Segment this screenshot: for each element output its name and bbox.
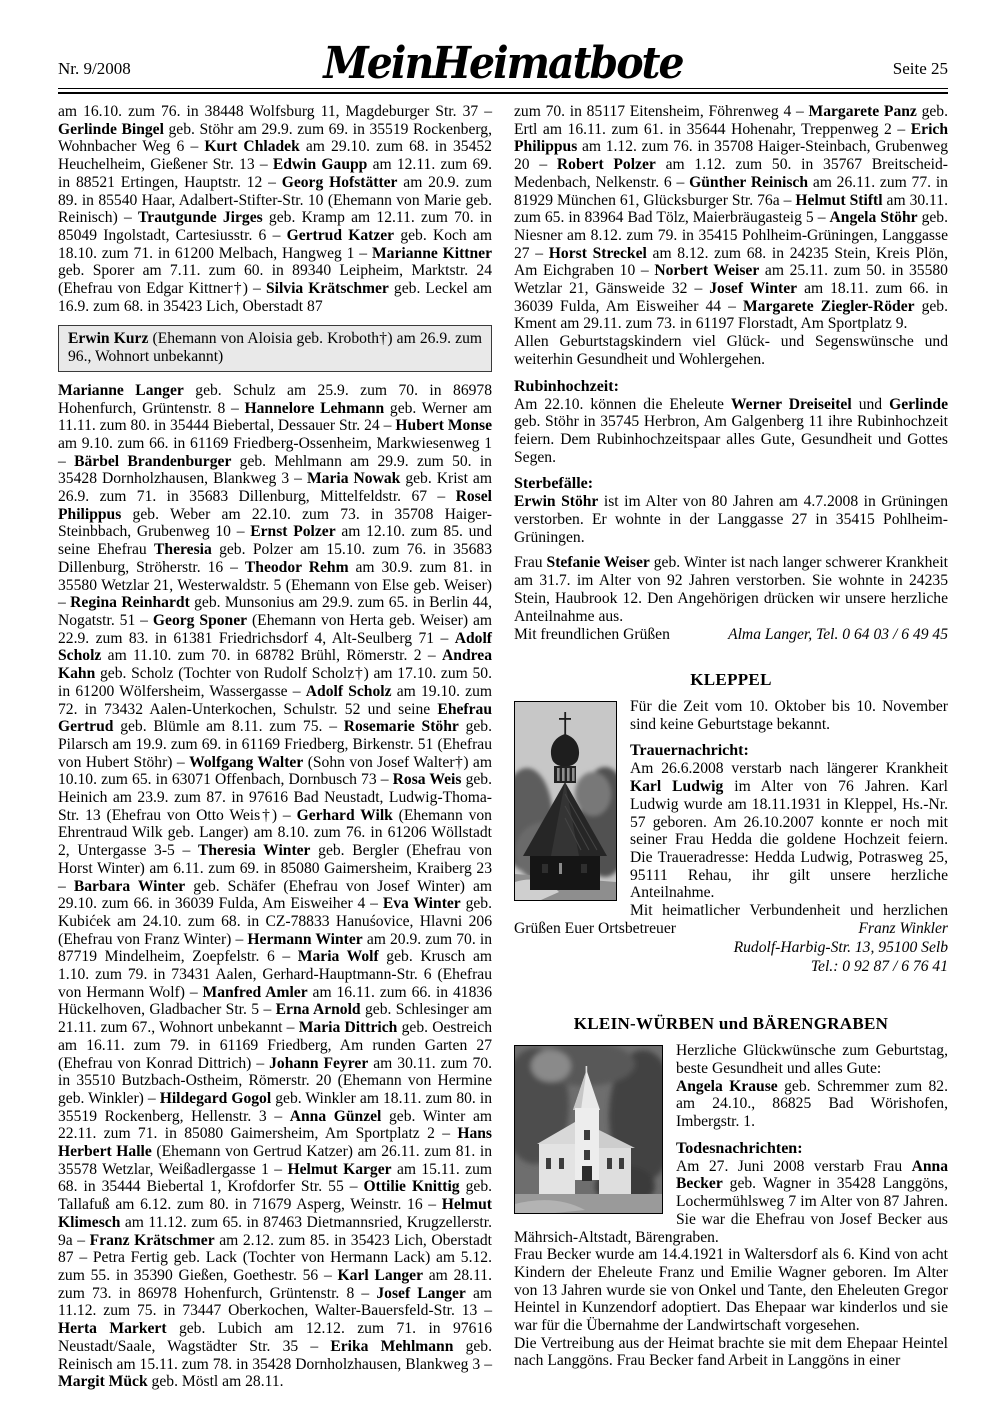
kleppel-chapel-photo [514,701,617,901]
right-column [514,103,948,1370]
kleppel-closing-paragraph: Mit heimatlicher Verbundenheit und herzlichen Grüßen Euer Ortsbetreuer [514,902,948,937]
white-church-image [515,1046,662,1213]
birthday-list-paragraph-1: am 16.10. zum 76. in 38448 Wolfsburg 11, Magdeburger Str. 37 – Gerlinde Bingel geb. Stöhr am 29.9. zum 69. in 35519 Rockenberg, Wohnbacher Weg 6 – Kurt Chladek am 29.10. zum 68. in 35452 Heuchelheim, Gießener Str. 13 – Edwin Gaupp am 12.11. zum 69. in 88521 Ertingen, Hauptstr. 12 – Georg Hofstätter am 20.9. zum 89. in 85540 Haar, Adalbert-Stifter-Str. 10 (Ehemann von Marie geb. Reinisch) – Trautgunde Jirges geb. Kramp am 12.11. zum 70. in 85049 Ingolstadt, Cartesiusstr. 6 – Gertrud Katzer geb. Koch am 18.10. zum 71. in 61200 Melbach, Hangweg 1 – Marianne Kittner geb. Sporer am 7.11. zum 60. in 89340 Leipheim, Marktstr. 24 (Ehefrau von Edgar Kittner†) – Silvia Krätschmer geb. Leckel am 16.9. zum 68. in 35423 Lich, Oberstadt 87 [58,103,493,315]
rubinhochzeit-heading: Rubinhochzeit: [514,377,619,395]
trauernachricht-paragraph: Am 26.6.2008 verstarb nach längerer Krankheit Karl Ludwig im Alter von 76 Jahren. Karl Ludwig wurde am 18.11.1931 in Kleppel, Hs.-Nr. 57 geboren. Am 26.10.2007 konnte er noch mit seiner Frau Hedda die goldene Hochzeit feiern. Die Traueradresse: Hedda Ludwig, Potrasweg 25, 95111 Rehau, ihr gilt unsere herzliche Anteilnahme. [630,760,948,902]
kleppel-paragraph-1: Für die Zeit vom 10. Oktober bis 10. November sind keine Geburtstage bekannt. [630,697,948,733]
kleinwuerben-section-heading: KLEIN-WÜRBEN und BÄRENGRABEN [573,1014,889,1034]
contact-signature: Alma Langer, Tel. 0 64 03 / 6 49 45 [728,626,948,644]
trauernachricht-heading: Trauernachricht: [630,742,749,760]
birthday-list-continued: zum 70. in 85117 Eitensheim, Föhrenweg 4 – Margarete Panz geb. Ertl am 16.11. zum 61. in 35644 Hohenahr, Treppenweg 2 – Erich Philippus am 1.12. zum 76. in 35708 Haiger-Steinbach, Grubenweg 20 – Robert Polzer am 1.12. zum 50. in 35767 Breitscheid-Medenbach, Nelkenstr. 6 – Günther Reinisch am 26.11. zum 77. in 81929 München 61, Glücksburger Str. 76a – Helmut Stiftl am 30.11. zum 65. in 83964 Bad Tölz, Maierbräugasteig 5 – Angela Stöhr geb. Niesner am 8.12. zum 79. in 35415 Pohlheim-Grüningen, Langgasse 27 – Horst Streckel am 8.12. zum 68. in 24235 Stein, Kreis Plön, Am Eichgraben 10 – Norbert Weiser am 25.11. zum 50. in 35580 Wetzlar 21, Gänsweide 32 – Josef Winter am 18.11. zum 66. in 36039 Fulda, Am Eisweiher 44 – Margarete Ziegler-Röder geb. Kment am 29.11. zum 73. in 61197 Florstadt, Am Sportplatz 9. [514,103,949,333]
sterbefaelle-heading: Sterbefälle: [514,475,594,493]
erwin-kurz-notice-text: Erwin Kurz (Ehemann von Aloisia geb. Kroboth†) am 26.9. zum 96., Wohnort unbekannt) [68,330,482,366]
todesnachrichten-heading: Todesnachrichten: [676,1139,803,1157]
sterbefaelle-paragraph-1: Erwin Stöhr ist im Alter von 80 Jahren am 4.7.2008 in Grüningen verstorben. Er wohnte in der Langgasse 27 in 35415 Pohlheim-Grüningen. [514,493,948,546]
header-rule [58,88,948,94]
left-column [58,103,492,1391]
todesnachrichten-paragraph-1: Am 27. Juni 2008 verstarb Frau Anna Becker geb. Wagner in 35428 Langgöns, Lochermühlsweg 7 im Alter von 87 Jahren. Sie war die Ehefrau von Josef Becker aus Mährsich-Altstadt, Bärengraben. [514,1157,948,1246]
page-number: Seite 25 [892,59,948,79]
page-header [58,0,948,88]
greeting-text: Mit freundlichen Grüßen [514,626,670,644]
todesnachrichten-paragraph-2: Frau Becker wurde am 14.4.1921 in Waltersdorf als 6. Kind von acht Kindern der Eheleute Franz und Emilie Wagner geboren. Im Alter von 13 Jahren wurde sie von Onkel und Tante, den Eheleuten Gregor Heintel in Kunzendorf adoptiert. Das Ehepaar war kinderlos und sie war für die Übernahme der Landwirtschaft vorgesehen. [514,1246,948,1335]
kleppel-section-heading: KLEPPEL [690,669,772,689]
chapel-onion-dome-image [515,702,616,900]
kleppel-section [514,698,948,976]
todesnachrichten-paragraph-3: Die Vertreibung aus der Heimat brachte sie mit dem Ehepaar Heintel nach Langgöns. Frau Becker fand Arbeit in Langgöns in einer [514,1334,948,1370]
issue-number: Nr. 9/2008 [58,59,131,79]
sterbefaelle-signature-row [514,626,948,644]
rubinhochzeit-paragraph: Am 22.10. können die Eheleute Werner Dreiseitel und Gerlinde geb. Stöhr in 35745 Herbron, Am Galgenberg 11 ihre Rubinhochzeit feiern. Dem Rubinhochzeitspaar alles Gute, Gesundheit und Gottes Segen. [514,395,949,466]
signature-address: Rudolf-Harbig-Str. 13, 95100 Selb [733,939,948,957]
kleinwuerben-paragraph-2: Angela Krause geb. Schremmer zum 82. am 24.10., 86825 Bad Wörishofen, Imbergstr. 1. [676,1077,948,1131]
content-columns [58,103,948,1391]
birthday-wishes-paragraph: Allen Geburtstagskindern viel Glück- und Segenswünsche und weiterhin Gesundheit und Wohlergehen. [514,333,948,368]
kleinwuerben-paragraph-1: Herzliche Glückwünsche zum Geburtstag, beste Gesundheit und alles Gute: [676,1042,948,1077]
erwin-kurz-notice-box [58,325,492,371]
signature-phone: Tel.: 0 92 87 / 6 76 41 [810,957,948,975]
kleinwuerben-section [514,1042,948,1370]
kleinwuerben-church-photo [514,1045,663,1214]
birthday-list-paragraph-2: Marianne Langer geb. Schulz am 25.9. zum 70. in 86978 Hohenfurch, Grüntenstr. 8 – Hannelore Lehmann geb. Werner am 11.11. zum 80. in 35444 Biebertal, Dessauer Str. 24 – Hubert Monse am 9.10. zum 66. in 61169 Friedberg-Ossenheim, Markwiesenweg 1 – Bärbel Brandenburger geb. Mehlmann am 29.9. zum 50. in 35428 Dornholzhausen, Blankweg 3 – Maria Nowak geb. Krist am 26.9. zum 71. in 35683 Dillenburg, Mittelfeldstr. 67 – Rosel Philippus geb. Weber am 22.10. zum 73. in 35708 Haiger-Steinbbach, Grubenweg 10 – Ernst Polzer am 12.10. zum 85. und seine Ehefrau Theresia geb. Polzer am 15.10. zum 76. in 35683 Dillenburg, Ströherstr. 16 – Theodor Rehm am 30.9. zum 81. in 35580 Wetzlar 21, Westerwaldstr. 5 (Ehemann von Else geb. Weiser) – Regina Reinhardt geb. Munsonius am 29.9. zum 65. in Berlin 44, Nogatstr. 51 – Georg Sponer (Ehemann von Herta geb. Weiser) am 22.9. zum 83. in 61381 Friedrichsdorf 4, Alt-Seulberg 71 – Adolf Scholz am 11.10. zum 70. in 68782 Brühl, Römerstr. 2 – Andrea Kahn geb. Scholz (Tochter von Rudolf Scholz†) am 17.10. zum 50. in 61200 Wölfersheim, Wassergasse – Adolf Scholz am 19.10. zum 72. in 73432 Aalen-Unterkochen, Schulstr. 52 und seine Ehefrau Gertrud geb. Blümle am 8.11. zum 75. – Rosemarie Stöhr geb. Pilarsch am 19.9. zum 69. in 61169 Friedberg, Birkenstr. 51 (Ehefrau von Hubert Stöhr) – Wolfgang Walter (Sohn von Josef Walter†) am 10.10. zum 65. in 63071 Offenbach, Dornbusch 73 – Rosa Weis geb. Heinich am 23.9. zum 87. in 97616 Bad Neustadt, Ludwig-Thoma-Str. 13 (Ehefrau von Otto Weis†) – Gerhard Wilk (Ehemann von Ehrentraud Wilk geb. Langer) am 8.10. zum 76. in 61206 Wöllstadt 2, Untergasse 3-5 – Theresia Winter geb. Bergler (Ehefrau von Horst Winter) am 6.11. zum 69. in 85080 Gaimersheim, Kraiberg 23 – Barbara Winter geb. Schäfer (Ehefrau von Josef Winter) am 29.10. zum 66. in 36039 Fulda, Am Eisweiher 4 – Eva Winter geb. Kubićek am 24.10. zum 68. in CZ-78833 Hanuśovice, Hlavni 206 (Ehefrau von Franz Winter) – Hermann Winter am 20.9. zum 70. in 87719 Mindelheim, Zoepfelstr. 6 – Maria Wolf geb. Krusch am 1.10. zum 79. in 73431 Aalen, Gerhard-Hauptmann-Str. 6 (Ehefrau von Hermann Wolf) – Manfred Amler am 16.11. zum 66. in 41836 Hückelhoven, Gladbacher Str. 5 – Erna Arnold geb. Schlesinger am 21.11. zum 67., Wohnort unbekannt – Maria Dittrich geb. Oestreich am 16.11. zum 79. in 61169 Friedberg, Am runden Garten 27 (Ehefrau von Konrad Dittrich) – Johann Feyrer am 30.11. zum 70. in 35510 Butzbach-Ostheim, Römerstr. 20 (Ehemann von Hermine geb. Winkler) – Hildegard Gogol geb. Winkler am 18.11. zum 80. in 35519 Rockenberg, Hellenstr. 3 – Anna Günzel geb. Winter am 22.11. zum 71. in 85080 Gaimersheim, Am Sportplatz 2 – Hans Herbert Halle (Ehemann von Gertrud Katzer) am 26.11. zum 81. in 35578 Wetzlar, Weißadlergasse 1 – Helmut Karger am 15.11. zum 68. in 35444 Biebertal 1, Krofdorfer Str. 55 – Ottilie Knittig geb. Tallafuß am 6.12. zum 80. in 71679 Asperg, Weinstr. 16 – Helmut Klimesch am 11.12. zum 65. in 87463 Dietmannsried, Krugzellerstr. 9a – Franz Krätschmer am 2.12. zum 85. in 35423 Lich, Oberstadt 87 – Petra Fertig geb. Lack (Tochter von Hermann Lack) am 5.12. zum 55. in 35390 Gießen, Goethestr. 56 – Karl Langer am 28.11. zum 73. in 86978 Hohenfurch, Grüntenstr. 8 – Josef Langer am 11.12. zum 75. in 73447 Oberkochen, Walter-Bauersfeld-Str. 13 – Herta Markert geb. Lubich am 12.12. zum 71. in 97616 Neustadt/Saale, Wagstädter Str. 35 – Erika Mehlmann geb. Reinisch am 15.11. zum 78. in 35428 Dornholzhausen, Blankweg 3 – Margit Mück geb. Möstl am 28.11. [58,381,493,1391]
signature-name: Franz Winkler [858,920,948,938]
sterbefaelle-paragraph-2: Frau Stefanie Weiser geb. Winter ist nach langer schwerer Krankheit am 31.7. im Alter von 92 Jahren verstorben. Sie wohnte in 24235 Stein, Haubrook 12. Den Angehörigen drücken wir unsere herzliche Anteilnahme aus. [514,554,948,625]
masthead-logo: MeinHeimatbote [323,37,683,89]
